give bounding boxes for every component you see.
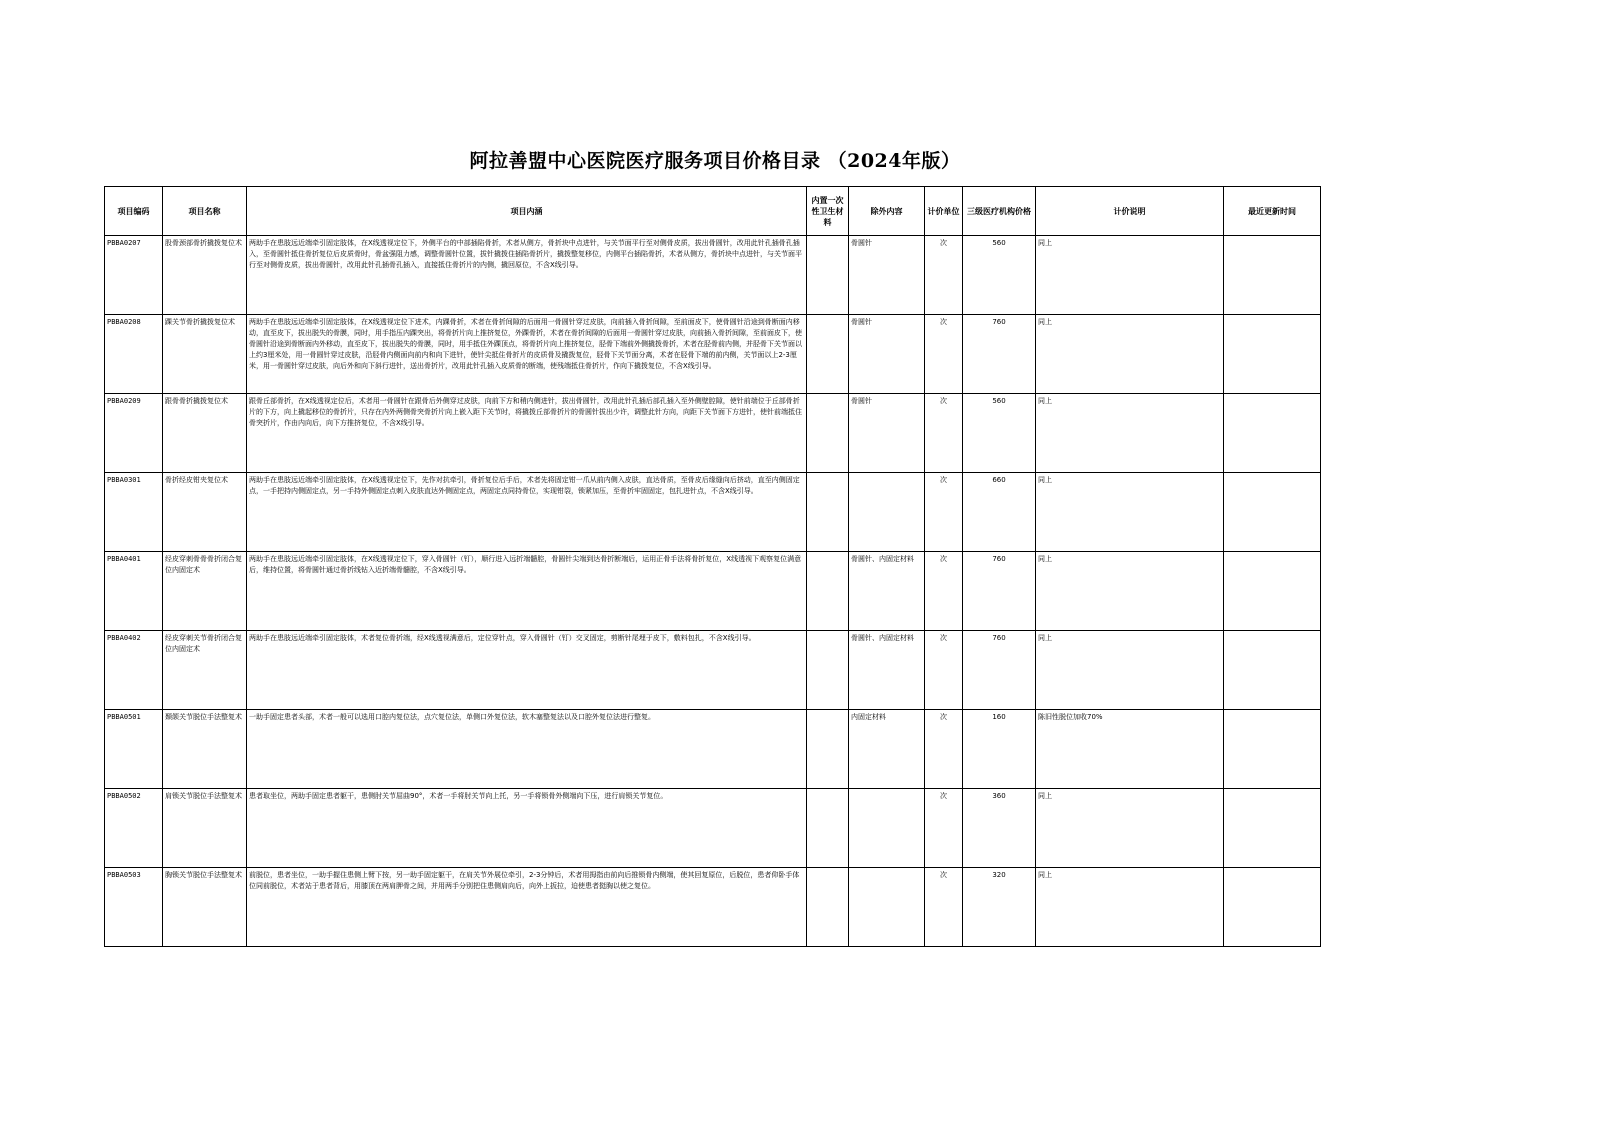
header-content: 项目内涵 — [247, 187, 807, 236]
price-table — [104, 186, 1321, 947]
cell-price: 560 — [963, 236, 1036, 315]
cell-note: 同上 — [1036, 789, 1224, 868]
header-material: 内置一次性卫生材料 — [807, 187, 849, 236]
cell-code: PBBA0207 — [105, 236, 163, 315]
cell-unit: 次 — [925, 236, 963, 315]
cell-price: 660 — [963, 473, 1036, 552]
cell-unit: 次 — [925, 631, 963, 710]
table-row — [105, 473, 1321, 552]
header-note: 计价说明 — [1036, 187, 1224, 236]
table-row — [105, 789, 1321, 868]
cell-price: 760 — [963, 315, 1036, 394]
header-code: 项目编码 — [105, 187, 163, 236]
cell-content: 两助手在患肢远近端牵引固定肢体，在X线透视定位下，穿入骨圆针（钉），顺行进入远折端髓腔，骨圆针尖端到达骨折断端后，运用正骨手法将骨折复位，X线透视下观察复位满意后，维持位置，将骨圆针通过骨折线钻入近折端骨髓腔，不含X线引导。 — [247, 552, 807, 631]
cell-price: 320 — [963, 868, 1036, 947]
cell-note: 同上 — [1036, 236, 1224, 315]
table-row — [105, 315, 1321, 394]
cell-name: 胸锁关节脱位手法整复术 — [163, 868, 247, 947]
cell-code: PBBA0503 — [105, 868, 163, 947]
cell-name: 跟骨骨折撬拨复位术 — [163, 394, 247, 473]
cell-code: PBBA0402 — [105, 631, 163, 710]
cell-note: 同上 — [1036, 473, 1224, 552]
cell-name: 股骨颈部骨折撬拨复位术 — [163, 236, 247, 315]
cell-name: 颞颌关节脱位手法整复术 — [163, 710, 247, 789]
cell-exclude: 骨圆针 — [849, 315, 925, 394]
cell-content: 患者取坐位，两助手固定患者躯干，患侧肘关节屈曲90°，术者一手将肘关节向上托，另一手将锁骨外侧端向下压，进行肩锁关节复位。 — [247, 789, 807, 868]
cell-unit: 次 — [925, 552, 963, 631]
cell-exclude — [849, 868, 925, 947]
cell-content: 一助手固定患者头部，术者一般可以选用口腔内复位法，点穴复位法，单侧口外复位法，软木塞整复法以及口腔外复位法进行整复。 — [247, 710, 807, 789]
cell-name: 经皮穿刺骨骨骨折闭合复位内固定术 — [163, 552, 247, 631]
cell-unit: 次 — [925, 710, 963, 789]
header-price: 三级医疗机构价格 — [963, 187, 1036, 236]
cell-unit: 次 — [925, 394, 963, 473]
cell-exclude: 骨圆针、内固定材料 — [849, 631, 925, 710]
cell-updated — [1224, 236, 1321, 315]
cell-code: PBBA0501 — [105, 710, 163, 789]
cell-material — [807, 394, 849, 473]
cell-code: PBBA0401 — [105, 552, 163, 631]
cell-note: 同上 — [1036, 631, 1224, 710]
cell-exclude — [849, 473, 925, 552]
cell-code: PBBA0502 — [105, 789, 163, 868]
cell-material — [807, 631, 849, 710]
cell-exclude: 骨圆针 — [849, 394, 925, 473]
cell-material — [807, 315, 849, 394]
table-row — [105, 236, 1321, 315]
cell-note: 同上 — [1036, 552, 1224, 631]
cell-material — [807, 236, 849, 315]
cell-material — [807, 552, 849, 631]
cell-exclude: 内固定材料 — [849, 710, 925, 789]
table-row — [105, 394, 1321, 473]
header-exclude: 除外内容 — [849, 187, 925, 236]
cell-price: 160 — [963, 710, 1036, 789]
cell-material — [807, 473, 849, 552]
cell-code: PBBA0208 — [105, 315, 163, 394]
cell-note: 陈旧性脱位加收70% — [1036, 710, 1224, 789]
cell-updated — [1224, 552, 1321, 631]
cell-price: 760 — [963, 552, 1036, 631]
cell-content: 两助手在患肢远近端牵引固定肢体，在X线透视定位下，先作对抗牵引，骨折复位后手后，术者先将固定钳一爪从前内侧入皮肤，直达骨质，至骨皮后缘缝向后挤动，直至内侧固定点，一手把持内侧固定点，另一手持外侧固定点刺入皮肤直达外侧固定点，两固定点同持骨位，实现钳裂，锁紧加压，至骨折牢固固定，包扎进针点，不含X线引导。 — [247, 473, 807, 552]
page-title: 阿拉善盟中心医院医疗服务项目价格目录 （2024年版） — [469, 150, 961, 172]
cell-content: 两助手在患肢远近端牵引固定肢体，术者复位骨折端，经X线透视满意后，定位穿针点，穿入骨圆针（钉）交叉固定，剪断针尾埋于皮下，敷料包扎，不含X线引导。 — [247, 631, 807, 710]
cell-exclude — [849, 789, 925, 868]
cell-price: 560 — [963, 394, 1036, 473]
cell-name: 骨折经皮钳夹复位术 — [163, 473, 247, 552]
cell-material — [807, 868, 849, 947]
header-unit: 计价单位 — [925, 187, 963, 236]
cell-content: 前脱位，患者坐位，一助手握住患侧上臂下按，另一助手固定躯干，在肩关节外展位牵引，2-3分钟后，术者用拇指由前向后推锁骨内侧端，使其回复原位，后脱位，患者仰卧手体位同前脱位，术者站于患者背后，用膝顶在两肩胛骨之间，并用两手分别把住患侧肩向后，向外上扳拉，迫使患者挺胸以使之复位。 — [247, 868, 807, 947]
cell-price: 360 — [963, 789, 1036, 868]
table-row — [105, 552, 1321, 631]
cell-code: PBBA0301 — [105, 473, 163, 552]
cell-name: 肩锁关节脱位手法整复术 — [163, 789, 247, 868]
cell-note: 同上 — [1036, 394, 1224, 473]
cell-updated — [1224, 789, 1321, 868]
table-header-row — [105, 187, 1321, 236]
cell-exclude: 骨圆针 — [849, 236, 925, 315]
cell-updated — [1224, 631, 1321, 710]
cell-note: 同上 — [1036, 868, 1224, 947]
cell-updated — [1224, 473, 1321, 552]
cell-code: PBBA0209 — [105, 394, 163, 473]
cell-material — [807, 710, 849, 789]
cell-updated — [1224, 710, 1321, 789]
cell-unit: 次 — [925, 789, 963, 868]
cell-unit: 次 — [925, 473, 963, 552]
cell-material — [807, 789, 849, 868]
cell-updated — [1224, 394, 1321, 473]
header-name: 项目名称 — [163, 187, 247, 236]
cell-content: 两助手在患肢远近端牵引固定肢体，在X线透视定位下，外侧平台的中部插陷骨折，术者从侧方，骨折块中点进针，与关节面平行至对侧骨皮质，拔出骨圆针，改用此针孔插骨孔插入，至骨圆针抵住骨折复位后皮质骨时，骨盆强阻力感，调整骨圆针位置，拔针撬拨住插陷骨折片，撬拨整复移位，内侧平台插陷骨折，术者从侧方，骨折块中点进针，与关节面平行至对侧骨皮质，拔出骨圆针，改用此针孔插骨孔插入，直接抵住骨折片的内侧，撬回原位，不含X线引导。 — [247, 236, 807, 315]
cell-name: 踝关节骨折撬拨复位术 — [163, 315, 247, 394]
cell-note: 同上 — [1036, 315, 1224, 394]
cell-unit: 次 — [925, 315, 963, 394]
cell-content: 跟骨丘部骨折，在X线透视定位后，术者用一骨圆针在跟骨后外侧穿过皮肤，向前下方和稍内侧进针，拔出骨圆针，改用此针孔插后部孔插入至外侧壁腔隙，使针前端位于丘部骨折片的下方，向上撬起移位的骨折片，只存在内外两侧骨突骨折片向上嵌入距下关节时，将撬拨丘部骨折片的骨圆针拔出少许，调整此针方向，向距下关节面下方进针，使针前端抵住骨突折片，作由内向后，向下方推挤复位，不含X线引导。 — [247, 394, 807, 473]
table-row — [105, 710, 1321, 789]
cell-exclude: 骨圆针、内固定材料 — [849, 552, 925, 631]
cell-price: 760 — [963, 631, 1036, 710]
cell-unit: 次 — [925, 868, 963, 947]
header-updated: 最近更新时间 — [1224, 187, 1321, 236]
cell-updated — [1224, 868, 1321, 947]
cell-content: 两助手在患肢远近端牵引固定肢体，在X线透视定位下进术，内踝骨折，术者在骨折间隙的后面用一骨圆针穿过皮肤，向前插入骨折间隙，至前面皮下，使骨圆针沿途到骨断面内移动，直至皮下，拔出脱失的骨膜，同时，用手指压内踝突出，将骨折片向上推挤复位，外踝骨折，术者在骨折间隙的后面用一骨圆针穿过皮肤，向前插入骨折间隙，至前面皮下，使骨圆针沿途到骨断面内外移动，直至皮下，拔出脱失的骨膜，同时，用手抵住外踝顶点，将骨折片向上推挤复位，胫骨下端前外侧撬拨骨折，术者在胫骨前内侧，并胫骨下关节面以上约3厘米处，用一骨圆针穿过皮肤，沿胫骨内侧面向前内和向下进针，使针尖抵住骨折片的皮质骨及撬拨复位，胫骨下关节面分离，术者在胫骨下端的前内侧，关节面以上2-3厘米，用一骨圆针穿过皮肤，向后外和向下斜行进针，送出骨折片，改用此针孔插入皮质骨的断端，使残端抵住骨折片，作向下撬拨复位，不含X线引导。 — [247, 315, 807, 394]
cell-name: 经皮穿刺关节骨折闭合复位内固定术 — [163, 631, 247, 710]
table-row — [105, 868, 1321, 947]
table-row — [105, 631, 1321, 710]
cell-updated — [1224, 315, 1321, 394]
